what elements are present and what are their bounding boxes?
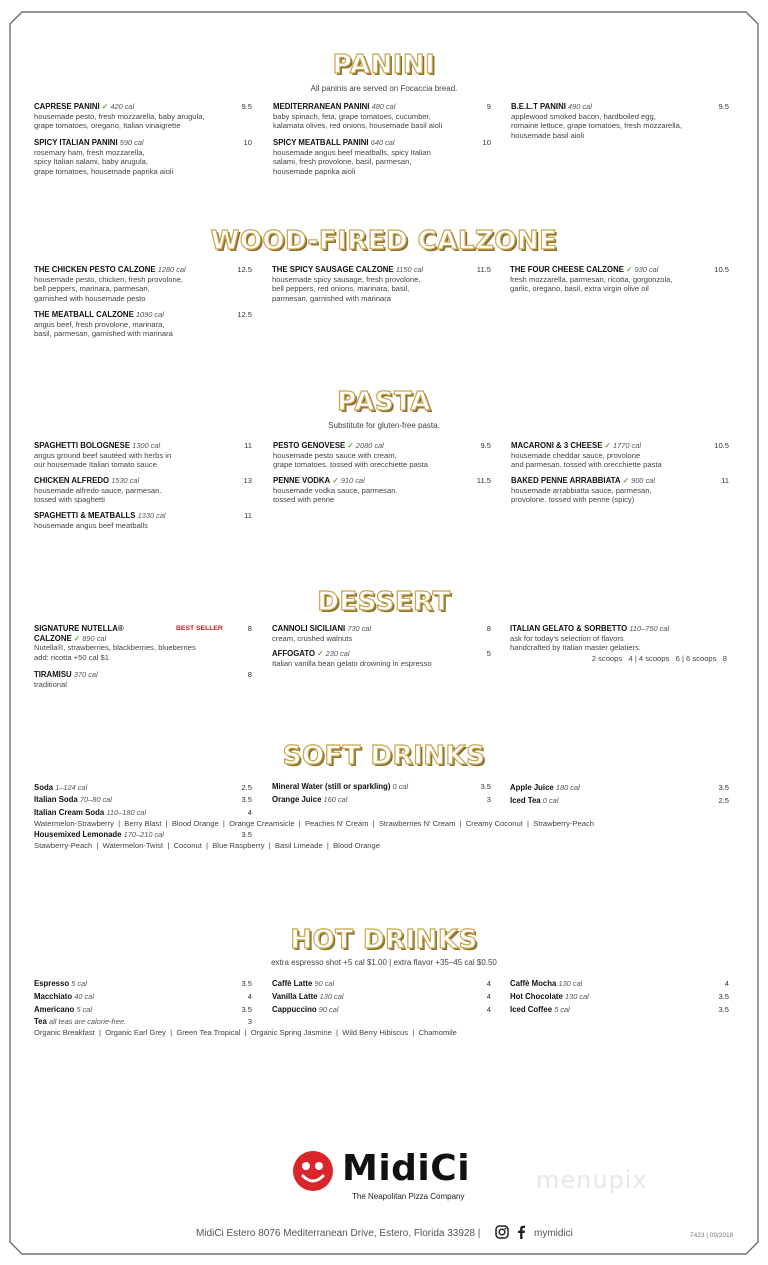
drink-item	[34, 795, 252, 805]
item-description: fresh mozzarella, parmesan, ricotta, gorgonzola, garlic, oregano, basil, extra virgin olive oil	[510, 274, 673, 294]
item-calories: 890 cal	[82, 633, 107, 643]
cream-soda-flavors: Watermelon-Strawberry | Berry Blast | Blood Orange | Orange Creamsicle | Peaches N' Cream | Strawberries N' Cream | Creamy Coconut | Strawberry-Peach	[34, 819, 594, 828]
drink-item	[34, 979, 252, 989]
item-description: housemade angus beef meatballs	[34, 520, 148, 530]
item-calories: 5 cal	[71, 979, 87, 988]
item-name: AFFOGATO	[272, 649, 316, 658]
drink-item	[272, 979, 491, 989]
item-price: 3	[486, 795, 491, 804]
item-name: Housemixed Lemonade	[34, 830, 122, 839]
restaurant-address: MidiCi Estero 8076 Mediterranean Drive, Estero, Florida 33928 |	[196, 1228, 481, 1239]
item-calories: 420 cal	[110, 102, 135, 111]
item-description: rosemary ham, fresh mozzarella, spicy Italian salami, baby arugula, grape tomatoes, housemade paprika aioli	[34, 147, 174, 176]
item-name: Hot Chocolate	[510, 992, 563, 1001]
item-name: MACARONI & 3 CHEESE	[511, 441, 603, 450]
item-description: housemade alfredo sauce, parmesan. tossed with spaghetti	[34, 485, 162, 505]
item-description: housemade pesto sauce with cream, grape tomatoes. tossed with orecchiette pasta	[273, 450, 428, 470]
tea-flavors: Organic Breakfast | Organic Earl Grey | Green Tea Tropical | Organic Spring Jasmine | Wild Berry Hibiscus | Chamomile	[34, 1028, 457, 1037]
item-name: Macchiato	[34, 992, 73, 1001]
item-calories: 1530 cal	[111, 476, 140, 485]
item-name: SPICY ITALIAN PANINI	[34, 138, 118, 147]
item-name: Tea	[34, 1017, 47, 1026]
item-description: housemade angus beef meatballs, spicy Italian salami, fresh provolone, basil, parmesan, housemade paprika aioli	[273, 147, 431, 176]
menu-item	[34, 476, 252, 505]
vegetarian-check-icon: ✓	[332, 476, 339, 485]
item-calories: all teas are calorie-free.	[48, 1017, 127, 1026]
item-price: 4	[724, 979, 729, 988]
item-name: Italian Cream Soda	[34, 808, 105, 817]
vegetarian-check-icon: ✓	[101, 102, 109, 111]
item-name: Caffè Mocha	[510, 979, 557, 988]
item-name: Cappuccino	[272, 1005, 317, 1014]
item-description: housemade pesto, chicken, fresh provolone, bell peppers, marinara, parmesan, garnished with housemade pesto	[34, 274, 184, 303]
soft-drinks-title: SOFT DRINKS	[282, 741, 486, 771]
drink-item	[34, 992, 252, 1002]
item-price: 3.5	[241, 979, 252, 988]
item-name: THE MEATBALL CALZONE	[34, 310, 134, 319]
item-calories: 110–750 cal	[629, 624, 670, 633]
item-price: 9.5	[718, 102, 729, 111]
drink-item	[272, 782, 491, 792]
item-calories: 90 cal	[318, 1005, 339, 1014]
menupix-watermark: menupix	[536, 1166, 648, 1194]
menu-item	[273, 138, 491, 176]
brand-name: MidiCi	[342, 1148, 471, 1189]
item-name: Americano	[34, 1005, 75, 1014]
item-price: 11.5	[476, 476, 491, 485]
social-handle[interactable]: mymidici	[534, 1228, 573, 1239]
item-description: baby spinach, feta, grape tomatoes, cucumber, kalamata olives, red onions, housemade basil aioli	[273, 111, 443, 131]
drink-item	[34, 783, 252, 793]
item-price: 4	[486, 979, 491, 988]
item-price: 3.5	[480, 782, 491, 791]
menu-item	[510, 624, 729, 653]
menu-item	[34, 265, 252, 303]
item-calories: 590 cal	[119, 138, 144, 147]
item-name: Apple Juice	[510, 783, 554, 792]
item-name: SPAGHETTI & MEATBALLS	[34, 511, 136, 520]
item-calories: 0 cal	[542, 796, 559, 805]
item-price: 3.5	[718, 783, 729, 792]
vegetarian-check-icon: ✓	[622, 476, 629, 485]
pasta-subtitle: Substitute for gluten-free pasta.	[328, 421, 440, 430]
item-price: 12.5	[237, 265, 252, 274]
item-price: 8	[486, 624, 491, 633]
menu-item	[272, 624, 491, 643]
drink-item	[34, 1017, 252, 1027]
item-calories: 130 cal	[564, 992, 589, 1001]
item-price: 9.5	[241, 102, 252, 111]
menu-item	[511, 441, 729, 470]
item-price: 8	[247, 624, 252, 633]
menu-item	[34, 624, 252, 662]
item-calories: 170–210 cal	[123, 830, 164, 839]
item-description: applewood smoked bacon, hardboiled egg, romaine lettuce, grape tomatoes, fresh mozzarella, housemade basil aioli	[511, 111, 682, 140]
item-name: BAKED PENNE ARRABBIATA	[511, 476, 621, 485]
menu-item	[510, 265, 729, 294]
menu-item	[273, 441, 491, 470]
item-price: 11	[721, 476, 729, 485]
hot-drinks-subtitle: extra espresso shot +5 cal $1.00 | extra flavor +35–45 cal $0.50	[271, 958, 497, 967]
drink-item	[272, 1005, 491, 1015]
item-name: Vanilla Latte	[272, 992, 318, 1001]
item-name: Orange Juice	[272, 795, 322, 804]
item-name: MEDITERRANEAN PANINI	[273, 102, 370, 111]
calzone-title: WOOD-FIRED CALZONE	[210, 226, 558, 256]
item-price: 4	[486, 1005, 491, 1014]
item-name: CANNOLI SICILIANI	[272, 624, 346, 633]
panini-subtitle: All paninis are served on Focaccia bread.	[310, 84, 458, 93]
item-price: 2.5	[718, 796, 729, 805]
vegetarian-check-icon: ✓	[347, 441, 354, 450]
item-description: housemade vodka sauce, parmesan. tossed with penne	[273, 485, 398, 505]
item-calories: 910 cal	[340, 476, 365, 485]
drink-item	[272, 795, 491, 805]
pasta-title: PASTA	[337, 387, 431, 417]
menu-version-code: 7423 | 09/2018	[690, 1232, 734, 1239]
item-price: 3.5	[241, 795, 252, 804]
hot-drinks-title: HOT DRINKS	[290, 925, 478, 955]
item-price: 3.5	[718, 992, 729, 1001]
item-calories: 1770 cal	[613, 441, 641, 450]
item-calories: 1–124 cal	[55, 783, 88, 792]
item-calories: 130 cal	[558, 979, 583, 988]
menu-item	[34, 670, 252, 689]
menu-item	[34, 102, 252, 131]
item-calories: 40 cal	[74, 992, 94, 1001]
item-price: 3.5	[718, 1005, 729, 1014]
item-description: cream, crushed walnuts	[272, 633, 353, 643]
vegetarian-check-icon: ✓	[73, 633, 81, 643]
item-name: PESTO GENOVESE	[273, 441, 346, 450]
item-calories: 490 cal	[568, 102, 592, 111]
item-name: SPICY MEATBALL PANINI	[273, 138, 369, 147]
item-name: ITALIAN GELATO & SORBETTO	[510, 624, 628, 633]
drink-item	[510, 992, 729, 1002]
lemonade-flavors: Stawberry-Peach | Watermelon-Twist | Coconut | Blue Raspberry | Basil Limeade | Blood Orange	[34, 841, 380, 850]
item-calories: 230 cal	[325, 649, 350, 658]
item-calories: 70–80 cal	[79, 795, 112, 804]
item-calories: 90 cal	[314, 979, 335, 988]
dessert-title: DESSERT	[317, 587, 451, 617]
item-name: Soda	[34, 783, 54, 792]
item-calories: 0 cal	[392, 782, 409, 791]
drink-item	[510, 1005, 729, 1015]
menu-item	[34, 138, 252, 176]
item-name: THE CHICKEN PESTO CALZONE	[34, 265, 156, 274]
item-calories: 640 cal	[370, 138, 395, 147]
item-description: housemade cheddar sauce, provolone and parmesan. tossed with orecchiette pasta	[511, 450, 662, 470]
item-description: housemade spicy sausage, fresh provolone, bell peppers, red onions, marinara, basil, parmesan, garnished with marinara	[272, 274, 421, 303]
item-calories: 2080 cal	[355, 441, 384, 450]
drink-item	[510, 796, 729, 806]
item-name: B.E.L.T PANINI	[511, 102, 566, 111]
best-seller-badge: BEST SELLER	[176, 625, 223, 632]
drink-item	[272, 992, 491, 1002]
item-calories: 1280 cal	[157, 265, 186, 274]
item-price: 9	[486, 102, 491, 111]
menu-item	[272, 265, 491, 303]
item-price: 11.5	[476, 265, 491, 274]
drink-item	[510, 979, 729, 989]
item-price: 5	[486, 649, 491, 658]
item-name: TIRAMISU	[34, 670, 72, 679]
item-price: 9.5	[480, 441, 491, 450]
item-name: THE FOUR CHEESE CALZONE	[510, 265, 624, 274]
item-name: SIGNATURE NUTELLA®	[34, 624, 124, 633]
item-name: THE SPICY SAUSAGE CALZONE	[272, 265, 394, 274]
item-name-continued: CALZONE	[34, 633, 72, 643]
item-price: 10	[482, 138, 491, 147]
drink-item	[510, 783, 729, 793]
midici-logo-icon	[292, 1150, 334, 1192]
item-calories: 5 cal	[554, 1005, 570, 1014]
item-price: 8	[247, 670, 252, 679]
item-description: angus ground beef sautéed with herbs in our housemade Italian tomato sauce	[34, 450, 172, 470]
item-calories: 1330 cal	[137, 511, 166, 520]
drink-item	[34, 830, 252, 840]
item-calories: 160 cal	[323, 795, 348, 804]
item-price: 4	[247, 992, 252, 1001]
item-name: Italian Soda	[34, 795, 78, 804]
item-name: Espresso	[34, 979, 70, 988]
item-calories: 930 cal	[634, 265, 659, 274]
brand-tagline: The Neapolitan Pizza Company	[352, 1192, 465, 1201]
drink-item	[34, 1005, 252, 1015]
facebook-icon[interactable]	[516, 1225, 526, 1239]
item-price: 12.5	[237, 310, 252, 319]
item-calories: 1090 cal	[135, 310, 164, 319]
menu-item	[273, 102, 491, 131]
item-price: 4	[486, 992, 491, 1001]
gelato-scoop-prices: 2 scoops 4 | 4 scoops 6 | 6 scoops 8	[591, 654, 727, 663]
item-calories: 1150 cal	[395, 265, 424, 274]
item-name: CHICKEN ALFREDO	[34, 476, 110, 485]
item-name: Iced Coffee	[510, 1005, 553, 1014]
item-name: Mineral Water (still or sparkling)	[272, 782, 391, 791]
item-calories: 110–180 cal	[106, 808, 147, 817]
item-price: 11	[244, 441, 252, 450]
panini-title: PANINI	[332, 50, 436, 80]
item-calories: 5 cal	[76, 1005, 93, 1014]
item-price: 3	[247, 1017, 252, 1026]
item-price: 11	[244, 511, 252, 520]
item-calories: 900 cal	[631, 476, 655, 485]
item-name: CAPRESE PANINI	[34, 102, 100, 111]
item-description: housemade arrabbiatta sauce, parmesan, provolone. tossed with penne (spicy)	[511, 485, 652, 505]
item-calories: 370 cal	[73, 670, 98, 679]
item-description: traditional	[34, 679, 67, 689]
item-price: 4	[247, 808, 252, 817]
item-price: 3.5	[241, 1005, 252, 1014]
item-price: 2.5	[241, 783, 252, 792]
menu-item	[34, 511, 252, 530]
item-description: ask for today's selection of flavors handcrafted by Italian master gelatiers.	[510, 633, 641, 653]
item-calories: 480 cal	[371, 102, 396, 111]
menu-item	[511, 102, 729, 140]
item-description: angus beef, fresh provolone, marinara, basil, parmesan, garnished with marinara	[34, 319, 173, 339]
menu-item	[273, 476, 491, 505]
vegetarian-check-icon: ✓	[317, 649, 324, 658]
item-price: 3.5	[241, 830, 252, 839]
item-name: Iced Tea	[510, 796, 541, 805]
vegetarian-check-icon: ✓	[626, 265, 633, 274]
item-name: PENNE VODKA	[273, 476, 331, 485]
item-calories: 180 cal	[555, 783, 580, 792]
item-price: 10.5	[714, 265, 729, 274]
item-price: 10.5	[714, 441, 729, 450]
menu-item	[272, 649, 491, 668]
menu-item	[34, 310, 252, 339]
menu-item	[511, 476, 729, 505]
item-calories: 730 cal	[347, 624, 372, 633]
item-name: Caffè Latte	[272, 979, 313, 988]
item-price: 10	[243, 138, 252, 147]
vegetarian-check-icon: ✓	[604, 441, 611, 450]
item-price: 13	[243, 476, 252, 485]
item-description: housemade pesto, fresh mozzarella, baby arugula, grape tomatoes, oregano, Italian vinaigrette	[34, 111, 205, 131]
item-calories: 130 cal	[319, 992, 344, 1001]
item-description: Nutella®, strawberries, blackberries, blueberries add: ricotta +50 cal $1	[34, 643, 196, 662]
item-description: Italian vanilla bean gelato drowning in espresso	[272, 658, 432, 668]
item-name: SPAGHETTI BOLOGNESE	[34, 441, 131, 450]
drink-item	[34, 808, 252, 818]
menu-item	[34, 441, 252, 470]
instagram-icon[interactable]	[495, 1225, 509, 1239]
item-calories: 1300 cal	[132, 441, 161, 450]
